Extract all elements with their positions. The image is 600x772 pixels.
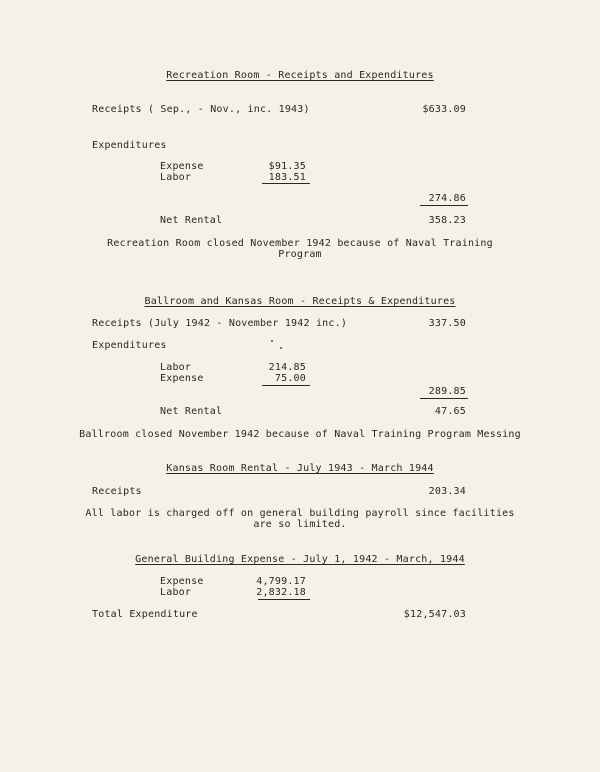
recreation-net-label: Net Rental — [160, 215, 223, 226]
ballroom-heading — [0, 296, 600, 308]
ballroom-total-value: 289.85 — [428, 386, 466, 397]
total-expenditure-value: $12,547.03 — [403, 609, 466, 620]
general-building-title: General Building Expense - July 1, 1942 - March, 1944 — [135, 554, 465, 565]
recreation-expense-label: Expense — [160, 161, 204, 172]
general-expense-value: 4,799.17 — [256, 576, 306, 587]
ballroom-receipts-label: Receipts (July 1942 - November 1942 inc.) — [92, 318, 348, 329]
ballroom-labor-label: Labor — [160, 362, 192, 373]
recreation-expense-value: $91.35 — [268, 161, 306, 172]
kansas-room-title: Kansas Room Rental - July 1943 - March 1944 — [166, 463, 434, 474]
recreation-net-value: 358.23 — [428, 215, 466, 226]
ink-speck — [280, 347, 282, 349]
kansas-note-line2: are so limited. — [253, 519, 347, 530]
ballroom-net-value: 47.65 — [434, 406, 466, 417]
recreation-receipts-value: $633.09 — [422, 104, 466, 115]
recreation-expenditures-label: Expenditures — [92, 140, 167, 151]
recreation-receipts-label: Receipts ( Sep., - Nov., inc. 1943) — [92, 104, 310, 115]
ink-speck — [271, 340, 273, 342]
total-expenditure-label: Total Expenditure — [92, 609, 198, 620]
general-labor-label: Labor — [160, 587, 192, 598]
recreation-labor-value: 183.51 — [268, 172, 306, 183]
recreation-note-line1: Recreation Room closed November 1942 because of Naval Training — [107, 238, 493, 249]
recreation-room-title: Recreation Room - Receipts and Expenditures — [166, 70, 434, 81]
general-building-heading — [0, 554, 600, 566]
ballroom-receipts-value: 337.50 — [428, 318, 466, 329]
kansas-note-line1: All labor is charged off on general building payroll since facilities — [85, 508, 515, 519]
recreation-subtotal-rule — [262, 183, 310, 184]
ballroom-net-label: Net Rental — [160, 406, 223, 417]
recreation-total-rule — [420, 205, 468, 206]
kansas-receipts-value: 203.34 — [428, 486, 466, 497]
ballroom-total-rule — [420, 398, 468, 399]
ballroom-expense-value: 75.00 — [274, 373, 306, 384]
ballroom-expenditures-label: Expenditures — [92, 340, 167, 351]
ballroom-subtotal-rule — [262, 385, 310, 386]
general-labor-value: 2,832.18 — [256, 587, 306, 598]
kansas-room-heading — [0, 463, 600, 475]
ballroom-note: Ballroom closed November 1942 because of Naval Training Program Messing — [79, 429, 521, 440]
recreation-total-value: 274.86 — [428, 193, 466, 204]
ballroom-expense-label: Expense — [160, 373, 204, 384]
ballroom-labor-value: 214.85 — [268, 362, 306, 373]
recreation-room-heading — [0, 70, 600, 82]
kansas-receipts-label: Receipts — [92, 486, 142, 497]
general-subtotal-rule — [258, 599, 310, 600]
general-expense-label: Expense — [160, 576, 204, 587]
recreation-labor-label: Labor — [160, 172, 192, 183]
ballroom-title: Ballroom and Kansas Room - Receipts & Expenditures — [144, 296, 456, 307]
recreation-note-line2: Program — [278, 249, 322, 260]
